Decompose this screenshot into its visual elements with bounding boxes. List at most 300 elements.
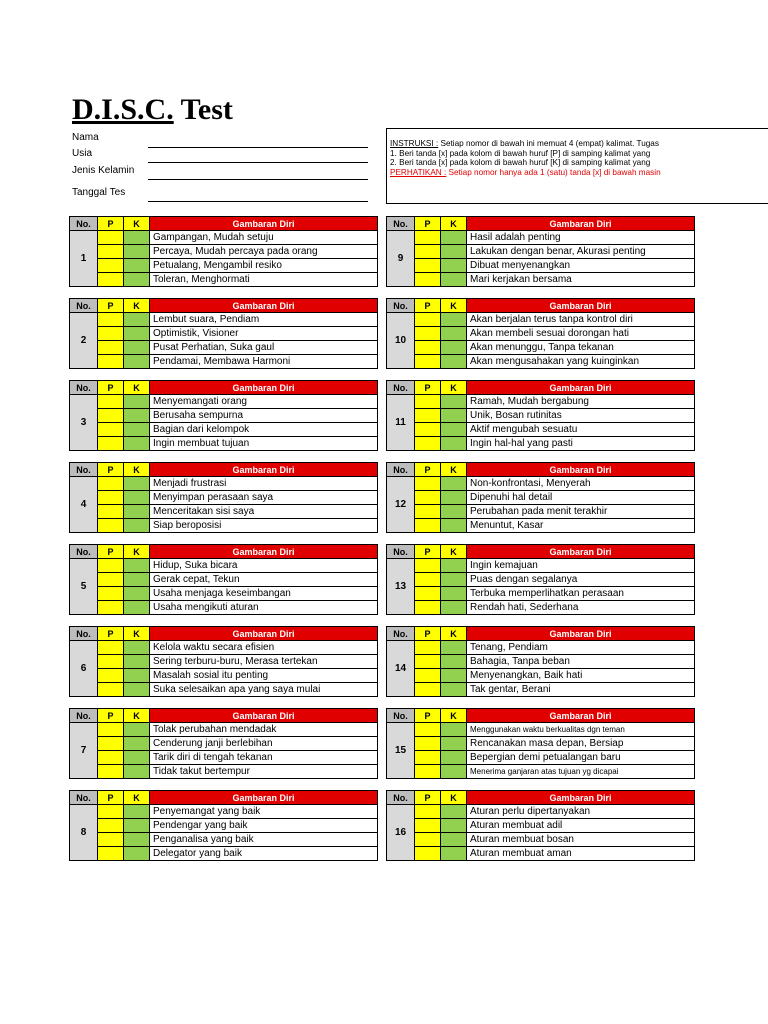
p-checkbox[interactable] xyxy=(98,587,124,601)
p-checkbox[interactable] xyxy=(415,395,441,409)
header-no: No. xyxy=(70,381,98,395)
p-checkbox[interactable] xyxy=(415,231,441,245)
statement-text: Siap beroposisi xyxy=(150,519,378,533)
header-k: K xyxy=(441,709,467,723)
table-row xyxy=(70,423,378,437)
k-checkbox[interactable] xyxy=(441,273,467,287)
k-checkbox[interactable] xyxy=(441,259,467,273)
table-row xyxy=(387,751,695,765)
p-checkbox[interactable] xyxy=(98,765,124,779)
header-p: P xyxy=(98,545,124,559)
header-no: No. xyxy=(387,381,415,395)
statement-text: Dipenuhi hal detail xyxy=(467,491,695,505)
p-checkbox[interactable] xyxy=(98,519,124,533)
p-checkbox[interactable] xyxy=(415,273,441,287)
table-row xyxy=(70,559,378,573)
p-checkbox[interactable] xyxy=(98,395,124,409)
question-number: 10 xyxy=(387,313,415,369)
statement-text: Dibuat menyenangkan xyxy=(467,259,695,273)
statement-text: Kelola waktu secara efisien xyxy=(150,641,378,655)
title-prefix: D.I.S.C. xyxy=(72,93,174,126)
test-date-label: Tanggal Tes xyxy=(72,187,126,198)
statement-text: Tenang, Pendiam xyxy=(467,641,695,655)
header-description: Gambaran Diri xyxy=(467,299,695,313)
k-checkbox[interactable] xyxy=(441,847,467,861)
k-checkbox[interactable] xyxy=(124,641,150,655)
k-checkbox[interactable] xyxy=(124,231,150,245)
k-checkbox[interactable] xyxy=(441,559,467,573)
header-no: No. xyxy=(387,791,415,805)
p-checkbox[interactable] xyxy=(415,423,441,437)
k-checkbox[interactable] xyxy=(441,355,467,369)
name-field[interactable] xyxy=(148,147,368,148)
statement-text: Pendengar yang baik xyxy=(150,819,378,833)
statement-text: Sering terburu-buru, Merasa tertekan xyxy=(150,655,378,669)
header-k: K xyxy=(124,791,150,805)
question-table-1 xyxy=(69,216,378,287)
header-no: No. xyxy=(70,217,98,231)
p-checkbox[interactable] xyxy=(98,327,124,341)
k-checkbox[interactable] xyxy=(441,245,467,259)
p-checkbox[interactable] xyxy=(415,437,441,451)
statement-text: Menggunakan waktu berkualitas dgn teman xyxy=(467,723,695,737)
table-row xyxy=(70,477,378,491)
table-row xyxy=(70,573,378,587)
statement-text: Unik, Bosan rutinitas xyxy=(467,409,695,423)
p-checkbox[interactable] xyxy=(415,737,441,751)
k-checkbox[interactable] xyxy=(441,409,467,423)
question-table-13 xyxy=(386,544,695,615)
instructions-line-2: 1. Beri tanda [x] pada kolom di bawah huruf [P] di samping kalimat yang xyxy=(390,148,651,158)
p-checkbox[interactable] xyxy=(415,409,441,423)
statement-text: Aktif mengubah sesuatu xyxy=(467,423,695,437)
table-row xyxy=(70,395,378,409)
header-no: No. xyxy=(70,299,98,313)
question-table-4 xyxy=(69,462,378,533)
p-checkbox[interactable] xyxy=(415,505,441,519)
p-checkbox[interactable] xyxy=(415,313,441,327)
p-checkbox[interactable] xyxy=(415,573,441,587)
k-checkbox[interactable] xyxy=(124,437,150,451)
k-checkbox[interactable] xyxy=(441,765,467,779)
p-checkbox[interactable] xyxy=(98,437,124,451)
k-checkbox[interactable] xyxy=(124,409,150,423)
table-row xyxy=(70,273,378,287)
table-row xyxy=(70,723,378,737)
p-checkbox[interactable] xyxy=(98,737,124,751)
header-p: P xyxy=(415,217,441,231)
question-table-6 xyxy=(69,626,378,697)
question-number: 12 xyxy=(387,477,415,533)
table-row xyxy=(387,313,695,327)
table-row xyxy=(70,587,378,601)
k-checkbox[interactable] xyxy=(441,587,467,601)
p-checkbox[interactable] xyxy=(415,819,441,833)
k-checkbox[interactable] xyxy=(124,505,150,519)
table-row xyxy=(387,231,695,245)
table-row xyxy=(70,519,378,533)
statement-text: Petualang, Mengambil resiko xyxy=(150,259,378,273)
statement-text: Percaya, Mudah percaya pada orang xyxy=(150,245,378,259)
table-row xyxy=(70,765,378,779)
question-table-3 xyxy=(69,380,378,451)
statement-text: Pendamai, Membawa Harmoni xyxy=(150,355,378,369)
k-checkbox[interactable] xyxy=(124,259,150,273)
table-row xyxy=(70,641,378,655)
header-p: P xyxy=(98,381,124,395)
question-number: 11 xyxy=(387,395,415,451)
header-description: Gambaran Diri xyxy=(150,299,378,313)
statement-text: Hasil adalah penting xyxy=(467,231,695,245)
p-checkbox[interactable] xyxy=(98,723,124,737)
header-k: K xyxy=(441,791,467,805)
k-checkbox[interactable] xyxy=(124,819,150,833)
header-description: Gambaran Diri xyxy=(150,627,378,641)
k-checkbox[interactable] xyxy=(124,559,150,573)
k-checkbox[interactable] xyxy=(124,683,150,697)
header-p: P xyxy=(98,791,124,805)
p-checkbox[interactable] xyxy=(415,723,441,737)
question-number: 7 xyxy=(70,723,98,779)
k-checkbox[interactable] xyxy=(124,273,150,287)
header-k: K xyxy=(124,463,150,477)
header-p: P xyxy=(415,381,441,395)
p-checkbox[interactable] xyxy=(98,559,124,573)
k-checkbox[interactable] xyxy=(441,313,467,327)
k-checkbox[interactable] xyxy=(124,313,150,327)
k-checkbox[interactable] xyxy=(124,491,150,505)
statement-text: Menjadi frustrasi xyxy=(150,477,378,491)
k-checkbox[interactable] xyxy=(124,573,150,587)
statement-text: Aturan membuat adil xyxy=(467,819,695,833)
question-number: 8 xyxy=(70,805,98,861)
p-checkbox[interactable] xyxy=(415,341,441,355)
header-description: Gambaran Diri xyxy=(150,381,378,395)
p-checkbox[interactable] xyxy=(415,765,441,779)
k-checkbox[interactable] xyxy=(124,805,150,819)
question-table-16 xyxy=(386,790,695,861)
p-checkbox[interactable] xyxy=(98,313,124,327)
k-checkbox[interactable] xyxy=(441,655,467,669)
question-number: 16 xyxy=(387,805,415,861)
gender-field[interactable] xyxy=(148,179,368,180)
header-description: Gambaran Diri xyxy=(467,545,695,559)
header-k: K xyxy=(441,545,467,559)
statement-text: Tarik diri di tengah tekanan xyxy=(150,751,378,765)
p-checkbox[interactable] xyxy=(98,423,124,437)
p-checkbox[interactable] xyxy=(98,751,124,765)
table-row xyxy=(387,655,695,669)
p-checkbox[interactable] xyxy=(415,847,441,861)
p-checkbox[interactable] xyxy=(98,273,124,287)
table-row xyxy=(387,409,695,423)
statement-text: Rencanakan masa depan, Bersiap xyxy=(467,737,695,751)
table-row xyxy=(387,683,695,697)
p-checkbox[interactable] xyxy=(415,559,441,573)
k-checkbox[interactable] xyxy=(124,327,150,341)
table-header xyxy=(387,545,695,559)
header-k: K xyxy=(124,709,150,723)
statement-text: Menceritakan sisi saya xyxy=(150,505,378,519)
p-checkbox[interactable] xyxy=(98,819,124,833)
k-checkbox[interactable] xyxy=(441,833,467,847)
table-header xyxy=(387,217,695,231)
header-description: Gambaran Diri xyxy=(150,463,378,477)
p-checkbox[interactable] xyxy=(415,355,441,369)
question-table-15 xyxy=(386,708,695,779)
gender-label: Jenis Kelamin xyxy=(72,165,135,176)
k-checkbox[interactable] xyxy=(441,641,467,655)
header-no: No. xyxy=(70,463,98,477)
k-checkbox[interactable] xyxy=(441,505,467,519)
p-checkbox[interactable] xyxy=(415,477,441,491)
table-row xyxy=(70,805,378,819)
table-header xyxy=(387,791,695,805)
k-checkbox[interactable] xyxy=(441,601,467,615)
header-description: Gambaran Diri xyxy=(150,791,378,805)
statement-text: Menyemangati orang xyxy=(150,395,378,409)
table-row xyxy=(387,327,695,341)
p-checkbox[interactable] xyxy=(98,833,124,847)
header-description: Gambaran Diri xyxy=(150,709,378,723)
header-p: P xyxy=(415,299,441,313)
k-checkbox[interactable] xyxy=(124,833,150,847)
k-checkbox[interactable] xyxy=(124,423,150,437)
k-checkbox[interactable] xyxy=(124,245,150,259)
table-row xyxy=(387,641,695,655)
p-checkbox[interactable] xyxy=(415,669,441,683)
table-row xyxy=(387,437,695,451)
header-no: No. xyxy=(70,791,98,805)
statement-text: Akan berjalan terus tanpa kontrol diri xyxy=(467,313,695,327)
p-checkbox[interactable] xyxy=(415,245,441,259)
k-checkbox[interactable] xyxy=(124,341,150,355)
k-checkbox[interactable] xyxy=(124,477,150,491)
p-checkbox[interactable] xyxy=(98,505,124,519)
header-k: K xyxy=(441,299,467,313)
question-number: 13 xyxy=(387,559,415,615)
p-checkbox[interactable] xyxy=(98,355,124,369)
header-description: Gambaran Diri xyxy=(467,463,695,477)
p-checkbox[interactable] xyxy=(98,573,124,587)
statement-text: Non-konfrontasi, Menyerah xyxy=(467,477,695,491)
table-row xyxy=(70,655,378,669)
p-checkbox[interactable] xyxy=(415,683,441,697)
k-checkbox[interactable] xyxy=(441,669,467,683)
statement-text: Lakukan dengan benar, Akurasi penting xyxy=(467,245,695,259)
statement-text: Ingin kemajuan xyxy=(467,559,695,573)
table-header xyxy=(70,463,378,477)
statement-text: Puas dengan segalanya xyxy=(467,573,695,587)
statement-text: Terbuka memperlihatkan perasaan xyxy=(467,587,695,601)
table-row xyxy=(387,765,695,779)
header-description: Gambaran Diri xyxy=(467,709,695,723)
k-checkbox[interactable] xyxy=(441,723,467,737)
table-row xyxy=(70,669,378,683)
statement-text: Lembut suara, Pendiam xyxy=(150,313,378,327)
p-checkbox[interactable] xyxy=(98,409,124,423)
statement-text: Akan menunggu, Tanpa tekanan xyxy=(467,341,695,355)
table-row xyxy=(387,819,695,833)
header-description: Gambaran Diri xyxy=(150,545,378,559)
table-row xyxy=(387,833,695,847)
k-checkbox[interactable] xyxy=(124,519,150,533)
instructions-warning: PERHATIKAN : Setiap nomor hanya ada 1 (satu) tanda [x] di bawah masin xyxy=(390,167,661,177)
p-checkbox[interactable] xyxy=(415,259,441,273)
p-checkbox[interactable] xyxy=(415,601,441,615)
k-checkbox[interactable] xyxy=(441,477,467,491)
statement-text: Aturan membuat bosan xyxy=(467,833,695,847)
table-row xyxy=(70,833,378,847)
k-checkbox[interactable] xyxy=(124,601,150,615)
p-checkbox[interactable] xyxy=(415,751,441,765)
header-p: P xyxy=(415,545,441,559)
table-row xyxy=(387,423,695,437)
question-table-12 xyxy=(386,462,695,533)
table-row xyxy=(387,573,695,587)
table-header xyxy=(387,299,695,313)
p-checkbox[interactable] xyxy=(98,341,124,355)
statement-text: Optimistik, Visioner xyxy=(150,327,378,341)
k-checkbox[interactable] xyxy=(124,655,150,669)
age-label: Usia xyxy=(72,148,93,159)
header-no: No. xyxy=(387,627,415,641)
k-checkbox[interactable] xyxy=(441,819,467,833)
statement-text: Menuntut, Kasar xyxy=(467,519,695,533)
header-k: K xyxy=(124,627,150,641)
k-checkbox[interactable] xyxy=(124,355,150,369)
table-row xyxy=(70,819,378,833)
k-checkbox[interactable] xyxy=(441,231,467,245)
table-row xyxy=(387,601,695,615)
p-checkbox[interactable] xyxy=(98,491,124,505)
table-header xyxy=(387,627,695,641)
table-row xyxy=(70,601,378,615)
table-row xyxy=(70,437,378,451)
k-checkbox[interactable] xyxy=(441,423,467,437)
statement-text: Bagian dari kelompok xyxy=(150,423,378,437)
warning-heading: PERHATIKAN : xyxy=(390,167,447,177)
p-checkbox[interactable] xyxy=(98,641,124,655)
age-field[interactable] xyxy=(148,162,368,163)
statement-text: Hidup, Suka bicara xyxy=(150,559,378,573)
instructions-line-1: INSTRUKSI : Setiap nomor di bawah ini memuat 4 (empat) kalimat. Tugas xyxy=(390,139,659,148)
p-checkbox[interactable] xyxy=(415,805,441,819)
question-number: 9 xyxy=(387,231,415,287)
statement-text: Akan membeli sesuai dorongan hati xyxy=(467,327,695,341)
k-checkbox[interactable] xyxy=(441,327,467,341)
p-checkbox[interactable] xyxy=(98,805,124,819)
k-checkbox[interactable] xyxy=(441,683,467,697)
table-row xyxy=(387,395,695,409)
p-checkbox[interactable] xyxy=(415,833,441,847)
header-no: No. xyxy=(387,463,415,477)
k-checkbox[interactable] xyxy=(441,395,467,409)
statement-text: Penganalisa yang baik xyxy=(150,833,378,847)
k-checkbox[interactable] xyxy=(441,519,467,533)
question-table-14 xyxy=(386,626,695,697)
table-row xyxy=(70,231,378,245)
question-number: 14 xyxy=(387,641,415,697)
statement-text: Pusat Perhatian, Suka gaul xyxy=(150,341,378,355)
statement-text: Berusaha sempurna xyxy=(150,409,378,423)
p-checkbox[interactable] xyxy=(98,601,124,615)
header-k: K xyxy=(441,217,467,231)
p-checkbox[interactable] xyxy=(415,519,441,533)
table-row xyxy=(70,847,378,861)
header-no: No. xyxy=(70,545,98,559)
p-checkbox[interactable] xyxy=(98,669,124,683)
p-checkbox[interactable] xyxy=(98,245,124,259)
k-checkbox[interactable] xyxy=(124,587,150,601)
k-checkbox[interactable] xyxy=(441,737,467,751)
statement-text: Bepergian demi petualangan baru xyxy=(467,751,695,765)
p-checkbox[interactable] xyxy=(98,477,124,491)
table-row xyxy=(70,751,378,765)
table-header xyxy=(70,709,378,723)
table-row xyxy=(70,245,378,259)
table-header xyxy=(70,545,378,559)
header-p: P xyxy=(98,463,124,477)
statement-text: Suka selesaikan apa yang saya mulai xyxy=(150,683,378,697)
k-checkbox[interactable] xyxy=(441,805,467,819)
statement-text: Perubahan pada menit terakhir xyxy=(467,505,695,519)
k-checkbox[interactable] xyxy=(124,751,150,765)
table-row xyxy=(70,491,378,505)
statement-text: Menyimpan perasaan saya xyxy=(150,491,378,505)
p-checkbox[interactable] xyxy=(98,231,124,245)
table-row xyxy=(387,491,695,505)
p-checkbox[interactable] xyxy=(415,641,441,655)
table-row xyxy=(387,341,695,355)
table-row xyxy=(387,273,695,287)
header-p: P xyxy=(98,217,124,231)
test-date-field[interactable] xyxy=(148,201,368,202)
p-checkbox[interactable] xyxy=(415,655,441,669)
statement-text: Gampangan, Mudah setuju xyxy=(150,231,378,245)
p-checkbox[interactable] xyxy=(98,259,124,273)
statement-text: Usaha menjaga keseimbangan xyxy=(150,587,378,601)
k-checkbox[interactable] xyxy=(124,669,150,683)
k-checkbox[interactable] xyxy=(124,847,150,861)
table-row xyxy=(387,805,695,819)
k-checkbox[interactable] xyxy=(441,437,467,451)
k-checkbox[interactable] xyxy=(441,751,467,765)
p-checkbox[interactable] xyxy=(415,587,441,601)
k-checkbox[interactable] xyxy=(441,341,467,355)
p-checkbox[interactable] xyxy=(98,655,124,669)
k-checkbox[interactable] xyxy=(441,491,467,505)
k-checkbox[interactable] xyxy=(124,737,150,751)
k-checkbox[interactable] xyxy=(124,723,150,737)
p-checkbox[interactable] xyxy=(98,683,124,697)
header-description: Gambaran Diri xyxy=(467,791,695,805)
k-checkbox[interactable] xyxy=(124,395,150,409)
header-p: P xyxy=(415,791,441,805)
table-row xyxy=(387,669,695,683)
header-k: K xyxy=(124,217,150,231)
k-checkbox[interactable] xyxy=(441,573,467,587)
instructions-line-3: 2. Beri tanda [x] pada kolom di bawah huruf [K] di samping kalimat yang xyxy=(390,158,651,167)
p-checkbox[interactable] xyxy=(415,327,441,341)
statement-text: Ramah, Mudah bergabung xyxy=(467,395,695,409)
k-checkbox[interactable] xyxy=(124,765,150,779)
p-checkbox[interactable] xyxy=(415,491,441,505)
statement-text: Menyenangkan, Baik hati xyxy=(467,669,695,683)
question-number: 1 xyxy=(70,231,98,287)
p-checkbox[interactable] xyxy=(98,847,124,861)
question-table-8 xyxy=(69,790,378,861)
